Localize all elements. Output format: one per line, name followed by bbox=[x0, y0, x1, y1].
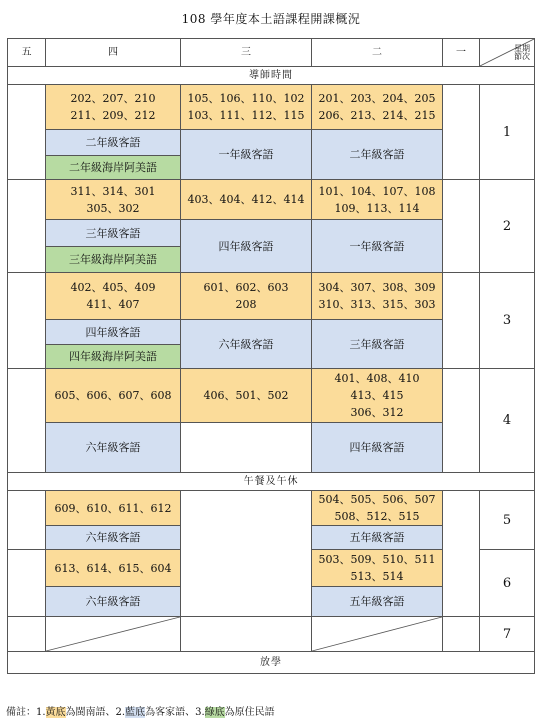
band-lunch-label: 午餐及午休 bbox=[8, 473, 535, 491]
band-dismiss bbox=[8, 652, 535, 674]
corner-bottom-label: 節次 bbox=[514, 52, 530, 61]
p2-thu-classes bbox=[46, 180, 181, 220]
p3-tue-classes bbox=[312, 273, 443, 320]
class-line: 304、307、308、309 bbox=[318, 281, 436, 294]
note-green: 綠底 bbox=[204, 707, 225, 718]
class-line: 601、602、603 bbox=[203, 281, 289, 294]
note-blue: 藍底 bbox=[125, 707, 146, 718]
header-day-tue: 二 bbox=[312, 39, 443, 67]
p2-wed-hakka: 四年級客語 bbox=[181, 220, 312, 273]
legend-note bbox=[6, 703, 275, 718]
period-number: 7 bbox=[480, 617, 535, 652]
band-dismiss-label: 放學 bbox=[8, 652, 535, 674]
band-mentor bbox=[8, 67, 535, 85]
period-number: 1 bbox=[480, 85, 535, 180]
p4-fri-cell bbox=[8, 369, 46, 473]
schedule-table bbox=[7, 38, 535, 674]
p4-wed-classes bbox=[181, 369, 312, 423]
p7-mon-cell bbox=[443, 617, 480, 652]
p2-thu-hakka: 三年級客語 bbox=[46, 220, 181, 247]
class-line: 411、407 bbox=[86, 298, 140, 311]
p4-tue-classes bbox=[312, 369, 443, 423]
period-number: 5 bbox=[480, 491, 535, 550]
class-line: 504、505、506、507 bbox=[318, 493, 436, 506]
p7-tue-slash bbox=[312, 617, 443, 652]
slash-line bbox=[46, 617, 180, 651]
class-line: 305、302 bbox=[86, 201, 140, 215]
p2-tue-classes bbox=[312, 180, 443, 220]
p2-wed-classes bbox=[181, 180, 312, 220]
page-title: 108 學年度本土語課程開課概況 bbox=[181, 12, 361, 26]
header-day-mon: 一 bbox=[443, 39, 480, 67]
class-line: 513、514 bbox=[350, 570, 404, 583]
header-day-wed: 三 bbox=[181, 39, 312, 67]
p4-thu-hakka: 六年級客語 bbox=[46, 423, 181, 473]
p4-tue-hakka: 四年級客語 bbox=[312, 423, 443, 473]
p3-wed-hakka: 六年級客語 bbox=[181, 320, 312, 369]
p1-thu-hakka: 二年級客語 bbox=[46, 130, 181, 156]
class-line: 402、405、409 bbox=[70, 281, 156, 294]
note-blue-text: 為客家語、3. bbox=[145, 707, 205, 718]
period-4-row-a bbox=[8, 369, 535, 423]
class-line: 605、606、607、608 bbox=[54, 389, 172, 402]
corner-top-label: 星期 bbox=[514, 44, 530, 53]
p4-thu-classes bbox=[46, 369, 181, 423]
p5-p6-mon-empty bbox=[443, 491, 480, 617]
class-line: 310、313、315、303 bbox=[318, 298, 436, 311]
period-7-row bbox=[8, 617, 535, 652]
slash-line bbox=[312, 617, 442, 651]
p5-p6-wed-empty bbox=[181, 491, 312, 617]
p1-tue-hakka: 二年級客語 bbox=[312, 130, 443, 180]
p5-tue-classes bbox=[312, 491, 443, 526]
p1-thu-amis: 二年級海岸阿美語 bbox=[46, 156, 181, 180]
p2-tue-hakka: 一年級客語 bbox=[312, 220, 443, 273]
band-mentor-label: 導師時間 bbox=[8, 67, 535, 85]
class-line: 103、111、112、115 bbox=[187, 109, 305, 122]
note-yellow-text: 為閩南語、2. bbox=[65, 707, 126, 718]
period-number: 6 bbox=[480, 550, 535, 617]
class-line: 105、106、110、102 bbox=[187, 92, 305, 105]
p5-thu-hakka: 六年級客語 bbox=[46, 526, 181, 550]
class-line: 508、512、515 bbox=[334, 510, 420, 523]
p3-mon-cell bbox=[443, 273, 480, 369]
p2-thu-amis: 三年級海岸阿美語 bbox=[46, 247, 181, 273]
p6-fri-cell bbox=[8, 550, 46, 617]
class-line: 202、207、210 bbox=[70, 92, 156, 105]
p2-mon-cell bbox=[443, 180, 480, 273]
p3-tue-hakka: 三年級客語 bbox=[312, 320, 443, 369]
class-line: 401、408、410 bbox=[334, 372, 420, 385]
band-lunch bbox=[8, 473, 535, 491]
class-line: 609、610、611、612 bbox=[54, 501, 172, 515]
p1-thu-classes bbox=[46, 85, 181, 130]
class-line: 206、213、214、215 bbox=[318, 109, 436, 122]
period-number: 3 bbox=[480, 273, 535, 369]
p5-tue-hakka: 五年級客語 bbox=[312, 526, 443, 550]
p1-wed-classes bbox=[181, 85, 312, 130]
period-1-row-a bbox=[8, 85, 535, 130]
header-corner bbox=[480, 39, 535, 67]
p7-fri-cell bbox=[8, 617, 46, 652]
header-row bbox=[8, 39, 535, 67]
p3-fri-cell bbox=[8, 273, 46, 369]
period-2-row-a bbox=[8, 180, 535, 220]
note-prefix: 備註：1. bbox=[6, 707, 46, 718]
p7-thu-slash bbox=[46, 617, 181, 652]
header-day-thu: 四 bbox=[46, 39, 181, 67]
period-5-row-a bbox=[8, 491, 535, 526]
class-line: 201、203、204、205 bbox=[318, 92, 436, 105]
class-line: 211、209、212 bbox=[70, 109, 156, 122]
p3-wed-classes bbox=[181, 273, 312, 320]
p1-tue-classes bbox=[312, 85, 443, 130]
class-line: 109、113、114 bbox=[334, 201, 420, 215]
p1-mon-cell bbox=[443, 85, 480, 180]
p3-thu-classes bbox=[46, 273, 181, 320]
class-line: 101、104、107、108 bbox=[318, 184, 436, 198]
p7-wed-cell bbox=[181, 617, 312, 652]
class-line: 413、415 bbox=[350, 389, 404, 402]
note-yellow: 黃底 bbox=[45, 707, 66, 718]
p3-thu-amis: 四年級海岸阿美語 bbox=[46, 345, 181, 369]
period-number: 2 bbox=[480, 180, 535, 273]
p2-fri-cell bbox=[8, 180, 46, 273]
p4-wed-empty bbox=[181, 423, 312, 473]
p4-mon-cell bbox=[443, 369, 480, 473]
period-3-row-a bbox=[8, 273, 535, 320]
p6-thu-classes bbox=[46, 550, 181, 587]
p6-tue-hakka: 五年級客語 bbox=[312, 587, 443, 617]
header-day-fri: 五 bbox=[8, 39, 46, 67]
p3-thu-hakka: 四年級客語 bbox=[46, 320, 181, 345]
p1-fri-cell bbox=[8, 85, 46, 180]
p6-thu-hakka: 六年級客語 bbox=[46, 587, 181, 617]
p5-fri-cell bbox=[8, 491, 46, 550]
p1-wed-hakka: 一年級客語 bbox=[181, 130, 312, 180]
class-line: 311、314、301 bbox=[70, 184, 156, 198]
class-line: 503、509、510、511 bbox=[318, 553, 436, 566]
p5-thu-classes bbox=[46, 491, 181, 526]
period-number: 4 bbox=[480, 369, 535, 473]
note-green-text: 為原住民語 bbox=[224, 707, 275, 718]
class-line: 403、404、412、414 bbox=[187, 193, 305, 206]
class-line: 613、614、615、604 bbox=[54, 561, 172, 575]
p6-tue-classes bbox=[312, 550, 443, 587]
class-line: 406、501、502 bbox=[203, 389, 289, 402]
class-line: 208 bbox=[235, 298, 257, 311]
class-line: 306、312 bbox=[350, 406, 404, 419]
